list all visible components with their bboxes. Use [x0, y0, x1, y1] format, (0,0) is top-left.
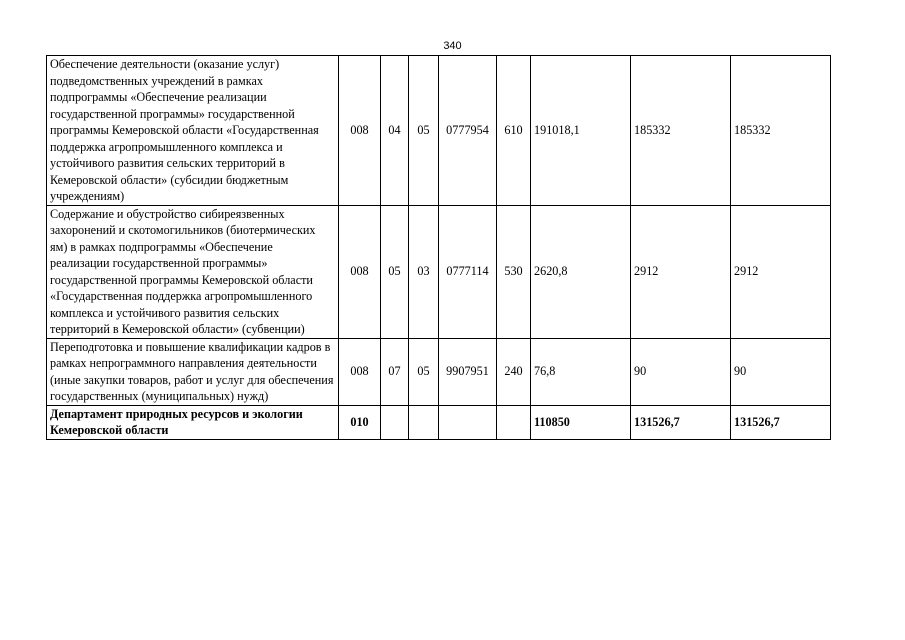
sum-year-1: 76,8	[531, 338, 631, 405]
ministry-code: 010	[339, 405, 381, 439]
expense-type-code: 610	[497, 56, 531, 206]
subsection-code	[409, 405, 439, 439]
subsection-code: 05	[409, 338, 439, 405]
sum-year-3: 131526,7	[731, 405, 831, 439]
expense-type-code: 530	[497, 205, 531, 338]
target-code	[439, 405, 497, 439]
sum-year-2: 131526,7	[631, 405, 731, 439]
subsection-code: 03	[409, 205, 439, 338]
sum-year-2: 90	[631, 338, 731, 405]
sum-year-2: 2912	[631, 205, 731, 338]
row-name: Содержание и обустройство сибиреязвенных захоронений и скотомогильников (биотермических ям) в рамках подпрограммы «Обеспечение реализации государственной программы» государственной программы Кемеровской области «Государственная поддержка агропромышленного комплекса и устойчивого развития сельских территорий в Кемеровской области» (субвенции)	[47, 205, 339, 338]
table-row	[47, 205, 831, 338]
row-name: Департамент природных ресурсов и экологии Кемеровской области	[47, 405, 339, 439]
expense-type-code	[497, 405, 531, 439]
sum-year-1: 191018,1	[531, 56, 631, 206]
sum-year-3: 90	[731, 338, 831, 405]
page-number: 340	[443, 40, 462, 52]
sum-year-2: 185332	[631, 56, 731, 206]
sum-year-1: 2620,8	[531, 205, 631, 338]
section-code: 04	[381, 56, 409, 206]
table-row	[47, 56, 831, 206]
section-code	[381, 405, 409, 439]
target-code: 0777954	[439, 56, 497, 206]
subsection-code: 05	[409, 56, 439, 206]
row-name: Переподготовка и повышение квалификации кадров в рамках непрограммного направления деятельности (иные закупки товаров, работ и услуг для обеспечения государственных (муниципальных) нужд)	[47, 338, 339, 405]
ministry-code: 008	[339, 338, 381, 405]
ministry-code: 008	[339, 205, 381, 338]
sum-year-1: 110850	[531, 405, 631, 439]
budget-table	[46, 55, 831, 440]
target-code: 9907951	[439, 338, 497, 405]
table-row	[47, 338, 831, 405]
sum-year-3: 2912	[731, 205, 831, 338]
ministry-code: 008	[339, 56, 381, 206]
row-name: Обеспечение деятельности (оказание услуг) подведомственных учреждений в рамках подпрограммы «Обеспечение реализации государственной программы» государственной программы Кемеровской области «Государственная поддержка агропромышленного комплекса и устойчивого развития сельских территорий в Кемеровской области» (субсидии бюджетным учреждениям)	[47, 56, 339, 206]
sum-year-3: 185332	[731, 56, 831, 206]
expense-type-code: 240	[497, 338, 531, 405]
table-row-department	[47, 405, 831, 439]
section-code: 07	[381, 338, 409, 405]
target-code: 0777114	[439, 205, 497, 338]
section-code: 05	[381, 205, 409, 338]
